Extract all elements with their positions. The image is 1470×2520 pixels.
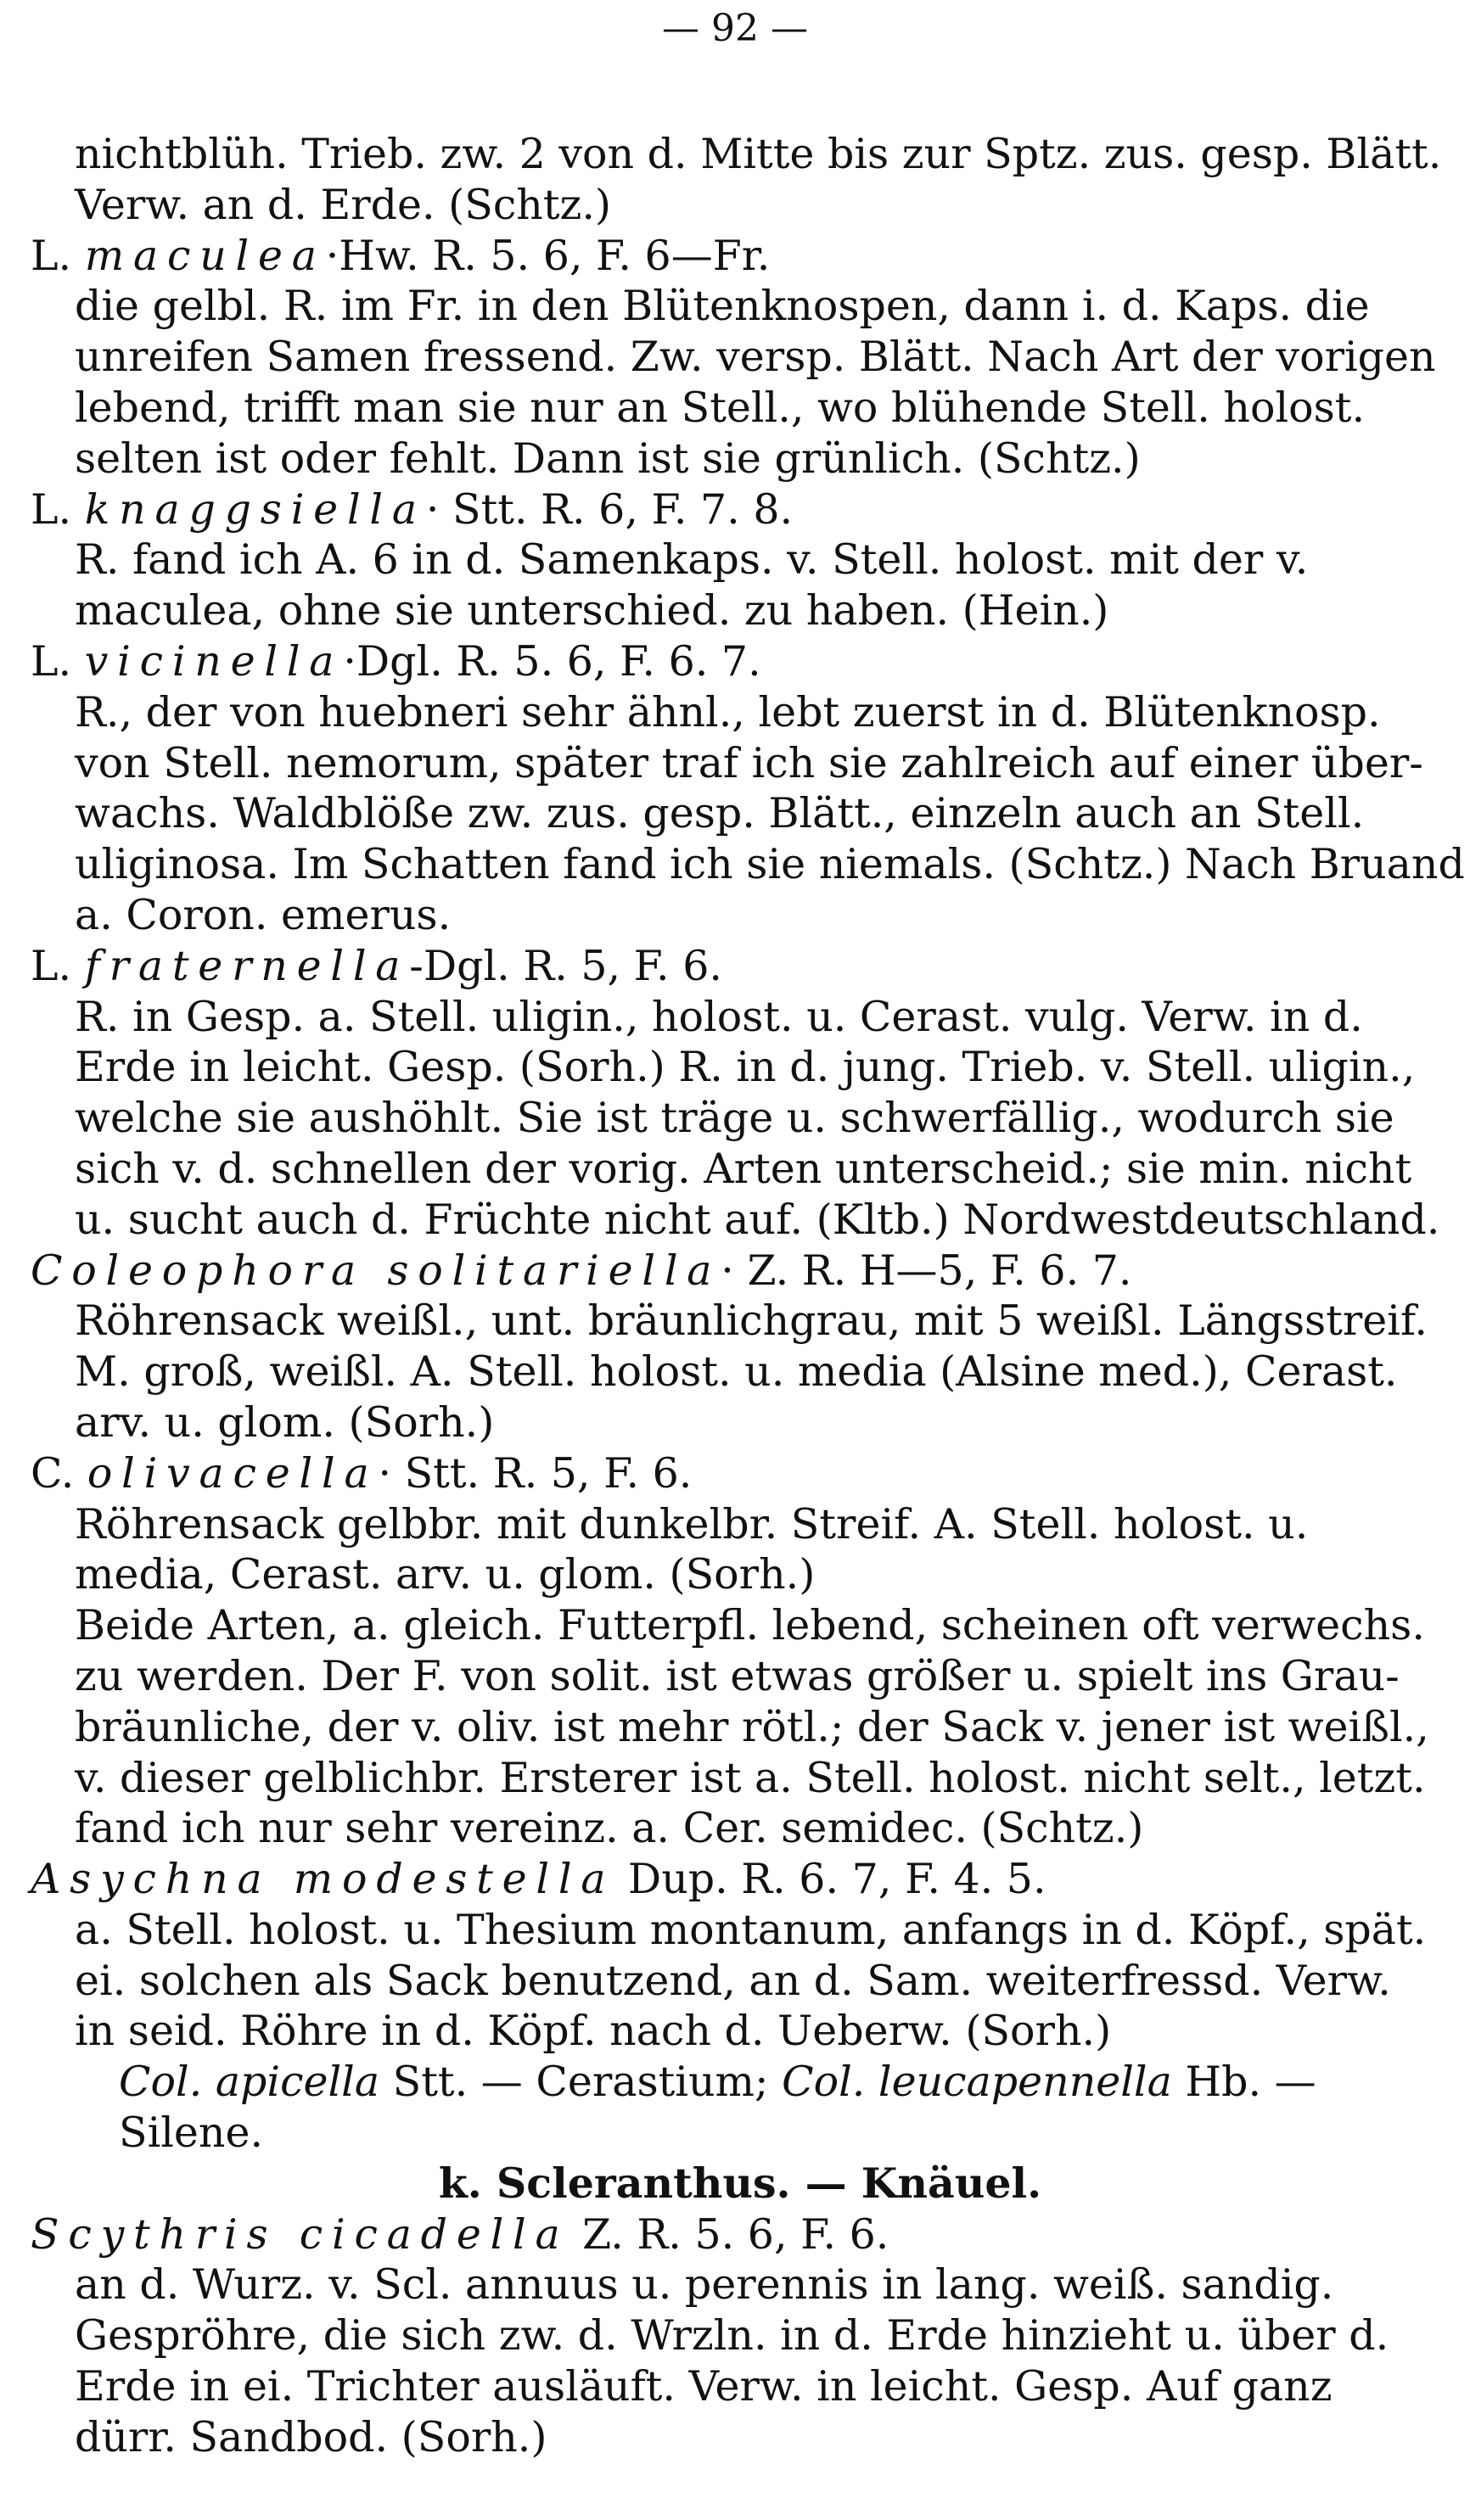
heading-line [31, 1448, 1450, 1499]
author-and-dates: -Dgl. R. 5, F. 6. [409, 941, 722, 990]
description-paragraph [31, 535, 1450, 636]
description-paragraph [31, 129, 1450, 231]
species-heading [31, 636, 1450, 687]
text-line: uliginosa. Im Schatten fand ich sie niemals. (Schtz.) Nach Bruand [75, 840, 1465, 889]
text-line: sich v. d. schnellen der vorig. Arten unterscheid.; sie min. nicht [75, 1144, 1412, 1193]
text-line: ei. solchen als Sack benutzend, an d. Sam. weiterfressd. Verw. [75, 1956, 1391, 2005]
text-line: dürr. Sandbod. (Sorh.) [75, 2412, 547, 2461]
genus-abbrev: C. [31, 1448, 87, 1498]
text-line: welche sie aushöhlt. Sie ist träge u. schwerfällig., wodurch sie [75, 1094, 1394, 1143]
species-name: olivacella [87, 1448, 379, 1498]
text-line: a. Stell. holost. u. Thesium montanum, anfangs in d. Köpf., spät. [75, 1905, 1427, 1954]
species-heading [31, 1448, 1450, 1499]
heading-line [31, 2209, 1450, 2260]
section-heading [31, 2159, 1450, 2209]
species-name: fraternella [84, 941, 410, 990]
text-line: R., der von huebneri sehr ähnl., lebt zuerst in d. Blütenknosp. [75, 687, 1381, 736]
genus-abbrev: L. [31, 636, 85, 686]
description-paragraph [31, 281, 1450, 484]
author-and-dates: · Z. R. H—5, F. 6. 7. [721, 1246, 1132, 1295]
description-paragraph [31, 1296, 1450, 1448]
text-line: lebend, trifft man sie nur an Stell., wo blühende Stell. holost. [75, 383, 1366, 432]
species-heading [31, 1854, 1450, 1905]
text-line: unreifen Samen fressend. Zw. versp. Blätt. Nach Art der vorigen [75, 333, 1436, 382]
section-title: k. Scleranthus. — Knäuel. [438, 2158, 1042, 2208]
heading-line [31, 484, 1450, 535]
species-name: Coleophora solitariella [31, 1246, 721, 1295]
text-line: Erde in leicht. Gesp. (Sorh.) R. in d. jung. Trieb. v. Stell. uligin., [75, 1043, 1416, 1092]
species-heading [31, 1246, 1450, 1296]
heading-line [31, 636, 1450, 687]
note-segment: Silene. [119, 2108, 264, 2158]
text-line: bräunliche, der v. oliv. ist mehr rötl.; der Sack v. jener ist weißl., [75, 1702, 1429, 1751]
species-name: Asychna modestella [31, 1855, 615, 1904]
author-and-dates: ·Hw. R. 5. 6, F. 6—Fr. [325, 231, 771, 280]
genus-abbrev: L. [31, 231, 85, 280]
text-line: in seid. Röhre in d. Köpf. nach d. Ueberw. (Sorh.) [75, 2007, 1112, 2056]
text-line: Beide Arten, a. gleich. Futterpfl. lebend, scheinen oft verwechs. [75, 1601, 1425, 1650]
author-and-dates: · Stt. R. 6, F. 7. 8. [425, 484, 794, 534]
heading-line [31, 1246, 1450, 1296]
author-and-dates: · Stt. R. 5, F. 6. [378, 1448, 693, 1498]
text-line: an d. Wurz. v. Scl. annuus u. perennis in lang. weiß. sandig. [75, 2260, 1334, 2310]
cross-reference-note [31, 2057, 1450, 2159]
text-line: maculea, ohne sie unterschied. zu haben. (Hein.) [75, 586, 1109, 636]
text-line: Röhrensack gelbbr. mit dunkelbr. Streif. A. Stell. holost. u. [75, 1499, 1309, 1548]
description-paragraph [31, 687, 1465, 941]
species-heading [31, 484, 1450, 535]
description-paragraph [31, 2260, 1450, 2462]
author-and-dates: Dup. R. 6. 7, F. 4. 5. [614, 1855, 1046, 1904]
text-line: arv. u. glom. (Sorh.) [75, 1397, 495, 1447]
heading-line [31, 941, 1450, 992]
text-line: Erde in ei. Trichter ausläuft. Verw. in leicht. Gesp. Auf ganz [75, 2362, 1333, 2411]
description-paragraph [31, 1499, 1450, 1855]
text-line: nichtblüh. Trieb. zw. 2 von d. Mitte bis zur Sptz. zus. gesp. Blätt. [75, 130, 1442, 178]
text-line: a. Coron. emerus. [75, 890, 452, 939]
note-segment: Col. apicella [119, 2058, 380, 2107]
species-heading [31, 941, 1450, 992]
text-line: die gelbl. R. im Fr. in den Blütenknospen, dann i. d. Kaps. die [75, 282, 1370, 331]
text-line: Röhrensack weißl., unt. bräunlichgrau, mit 5 weißl. Längsstreif. [75, 1296, 1428, 1346]
text-line: R. in Gesp. a. Stell. uligin., holost. u. Cerast. vulg. Verw. in d. [75, 992, 1363, 1041]
author-and-dates: ·Dgl. R. 5. 6, F. 6. 7. [343, 636, 761, 686]
species-name: Scythris cicadella [31, 2209, 569, 2259]
genus-abbrev: L. [31, 484, 85, 534]
note-line [119, 2108, 1450, 2159]
species-heading [31, 2209, 1450, 2260]
species-name: vicinella [84, 636, 344, 686]
genus-abbrev: L. [31, 941, 85, 990]
note-line [119, 2057, 1450, 2108]
note-segment: Col. leucapennella [782, 2058, 1172, 2107]
text-line: Gespröhre, die sich zw. d. Wrzln. in d. Erde hinzieht u. über d. [75, 2311, 1389, 2360]
note-segment: Stt. — Cerastium; [379, 2058, 783, 2107]
species-heading [31, 231, 1450, 282]
description-paragraph [31, 992, 1450, 1246]
text-line: wachs. Waldblöße zw. zus. gesp. Blätt., einzeln auch an Stell. [75, 789, 1365, 838]
description-paragraph [31, 1905, 1450, 2057]
note-segment: Hb. — [1171, 2058, 1316, 2107]
page-text [31, 129, 1465, 2463]
heading-line [31, 1854, 1450, 1905]
text-line: R. fand ich A. 6 in d. Samenkaps. v. Stell. holost. mit der v. [75, 535, 1309, 585]
text-line: fand ich nur sehr vereinz. a. Cer. semidec. (Schtz.) [75, 1804, 1144, 1853]
species-name: maculea [84, 231, 326, 280]
page-number: — 92 — [662, 7, 808, 50]
text-line: M. groß, weißl. A. Stell. holost. u. media (Alsine med.), Cerast. [75, 1347, 1398, 1397]
text-line: zu werden. Der F. von solit. ist etwas größer u. spielt ins Grau- [75, 1651, 1400, 1700]
text-line: u. sucht auch d. Früchte nicht auf. (Kltb.) Nordwestdeutschland. [75, 1195, 1440, 1244]
text-line: media, Cerast. arv. u. glom. (Sorh.) [75, 1550, 816, 1599]
text-line: Verw. an d. Erde. (Schtz.) [75, 180, 612, 229]
author-and-dates: Z. R. 5. 6, F. 6. [569, 2209, 889, 2259]
text-line: v. dieser gelblichbr. Ersterer ist a. Stell. holost. nicht selt., letzt. [75, 1753, 1426, 1802]
text-line: von Stell. nemorum, später traf ich sie zahlreich auf einer über- [75, 738, 1423, 787]
species-name: knaggsiella [84, 484, 426, 534]
text-line: selten ist oder fehlt. Dann ist sie grünlich. (Schtz.) [75, 434, 1141, 483]
heading-line [31, 231, 1450, 282]
